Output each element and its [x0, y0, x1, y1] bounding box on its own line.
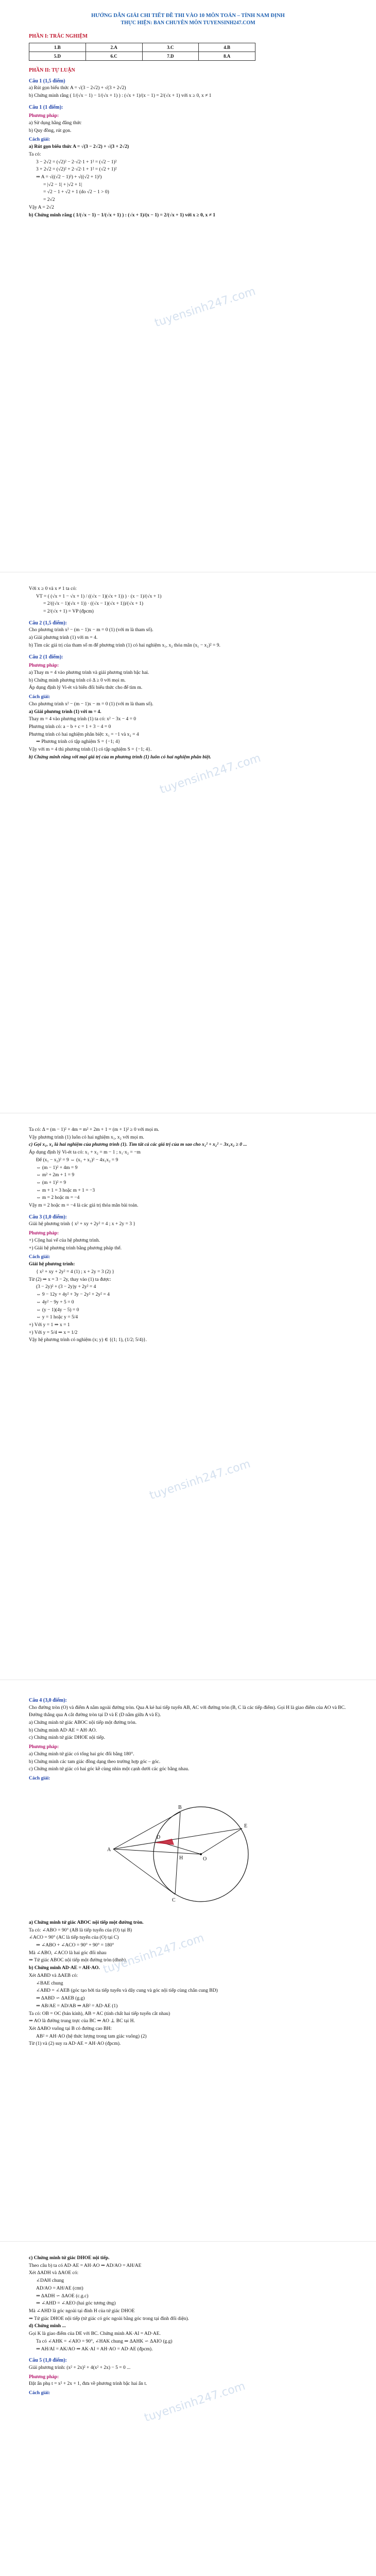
- question-2-title: Câu 2 (1,5 điểm):: [29, 620, 67, 626]
- solution-line: ⇒ Tứ giác ABOC nội tiếp một đường tròn (dhnb).: [29, 1958, 127, 1963]
- solution-4a: [29, 1919, 347, 2048]
- solution-line: ⇔ (y − 1)(4y − 5) = 0: [36, 1307, 79, 1313]
- solution-label: Cách giải:: [29, 694, 50, 700]
- watermark: tuyensinh247.com: [148, 1458, 252, 1502]
- method-line: b) Chứng minh các tam giác đồng dạng theo trường hợp góc – góc.: [29, 1759, 161, 1765]
- solution-1b-head: b) Chứng minh rằng ( 1/(√x − 1) − 1/(√x + 1) ) : (√x + 1)/(x − 1) = 2/(√x + 1) với x ≥ 0, x ≠ 1: [29, 212, 215, 218]
- solution-line: = √2 − 1 + √2 + 1 (do √2 − 1 > 0): [43, 190, 109, 195]
- solution-line: 3 − 2√2 = (√2)² − 2·√2·1 + 1² = (√2 − 1)²: [36, 159, 117, 165]
- label-c: C: [172, 1897, 176, 1903]
- method-label: Phương pháp:: [29, 1744, 59, 1750]
- solution-line: ⇒ ΔADH ∽ ΔAOE (c.g.c): [36, 2293, 89, 2299]
- solution-line: ⇒ A = √((√2 − 1)²) + √((√2 + 1)²): [36, 175, 102, 180]
- solution-line: 3 + 2√2 = (√2)² + 2·√2·1 + 1² = (√2 + 1)²: [36, 167, 117, 173]
- solution-2b: [29, 1126, 347, 1210]
- method-line: +) Cộng hai vế của hệ phương trình.: [29, 1238, 100, 1243]
- solution-line: b) Chứng minh AD·AE = AH·AO.: [29, 1965, 100, 1971]
- solution-line: ⇔ (m − 1)² + 4m = 9: [36, 1165, 78, 1171]
- solution-2a-head: a) Giải phương trình (1) với m = 4.: [29, 709, 101, 715]
- question-4-title: Câu 4 (3,0 điểm):: [29, 1698, 67, 1703]
- question-1-part-head: Câu 1 (1 điểm):: [29, 104, 63, 110]
- part1-heading-text: PHẦN I: TRẮC NGHIỆM: [29, 33, 88, 39]
- part2-heading: PHẦN II: TỰ LUẬN: [29, 67, 75, 73]
- solution-line: ⇒ AH/AI = AK/AO ⇒ AK·AI = AH·AO = AD·AE (đpcm).: [36, 2346, 153, 2352]
- solution-line: c) Chứng minh tứ giác DHOE nội tiếp.: [29, 2256, 110, 2261]
- label-o: O: [203, 1856, 207, 1862]
- method-line: a) Sử dụng hằng đẳng thức: [29, 120, 82, 126]
- solution-line: a) Chứng minh tứ giác ABOC nội tiếp một đường tròn.: [29, 1920, 144, 1925]
- solution-label: Cách giải:: [29, 1255, 50, 1260]
- method-line: a) Chứng minh tứ giác có tổng hai góc đối bằng 180°.: [29, 1751, 134, 1757]
- solution-line: Ta có ∠AHK = ∠AIO = 90°, ∠HAK chung ⇒ ΔAHK ∽ ΔAIO (g.g): [36, 2338, 173, 2344]
- solution-line: Vậy m = 2 hoặc m = −4 là các giá trị thỏa mãn bài toán.: [29, 1203, 139, 1209]
- solution-intro: Cho phương trình x² − (m − 1)x − m = 0 (1) (với m là tham số).: [29, 701, 153, 707]
- solution-line: Vậy với m = 4 thì phương trình (1) có tập nghiệm S = {−1; 4}.: [29, 747, 152, 753]
- solution-line: ⇒ Phương trình có tập nghiệm S = {−1; 4}: [36, 739, 121, 745]
- solution-line: Giải hệ phương trình:: [29, 1262, 75, 1267]
- method-line: Áp dụng định lý Vi-ét và biến đổi biểu thức cho để tìm m.: [29, 685, 143, 691]
- page-3: [0, 1113, 376, 1680]
- method-label: Phương pháp:: [29, 663, 59, 669]
- solution-line: Vậy hệ phương trình có nghiệm (x; y) ∈ {(1; 1), (1/2; 5/4)}.: [29, 1337, 147, 1343]
- solution-line: ⇔ 4y² − 9y + 5 = 0: [36, 1299, 74, 1305]
- solution-line: Với x ≥ 0 và x ≠ 1 ta có:: [29, 586, 77, 591]
- solution-line: VT = ( (√x + 1 − √x + 1) / ((√x − 1)(√x + 1)) ) · (x − 1)/(√x + 1): [36, 594, 162, 599]
- page-1: [0, 0, 376, 572]
- solution-line: Ta có:: [29, 151, 41, 157]
- question-5-title: Câu 5 (1,0 điểm):: [29, 2358, 67, 2364]
- answer-table: [29, 43, 255, 61]
- solution-1b: [29, 585, 347, 616]
- solution-line: ∠DAH chung: [36, 2278, 64, 2284]
- label-b: B: [178, 1804, 182, 1810]
- solution-line: = 2/((√x − 1)(√x + 1)) · ((√x − 1)(√x + 1))/(√x + 1): [43, 601, 144, 607]
- solution-line: Mà ∠ABO, ∠ACO là hai góc đối nhau: [29, 1950, 107, 1956]
- page-2: [0, 572, 376, 1113]
- solution-line: Ta có: ∠ABO = 90° (AB là tiếp tuyến của (O) tại B): [29, 1927, 132, 1933]
- solution-1a-head: a) Rút gọn biểu thức A = √(3 − 2√2) + √(3 + 2√2): [29, 144, 129, 150]
- label-h: H: [179, 1855, 183, 1861]
- watermark: tuyensinh247.com: [101, 1931, 206, 1976]
- solution-label: Cách giải:: [29, 137, 50, 143]
- solution-line: +) Với y = 5/4 ⇒ x = 1/2: [29, 1330, 78, 1335]
- question-1-title: Câu 1 (1,5 điểm): [29, 78, 65, 84]
- solution-line: Từ (1) và (2) suy ra AD·AE = AH·AO (đpcm).: [29, 2041, 121, 2047]
- geometry-figure: [103, 1787, 273, 1916]
- page-5: [0, 2241, 376, 2576]
- solution-line: Gọi K là giao điểm của DE với BC. Chứng minh AK·AI = AD·AE.: [29, 2331, 161, 2337]
- question-2-part-head: Câu 2 (1 điểm):: [29, 654, 63, 660]
- question-4-item: b) Chứng minh AD·AE = AH·AO.: [29, 1727, 97, 1733]
- solution-line: ∠BAE chung: [36, 1980, 63, 1986]
- method-line: Đặt ẩn phụ t = x² + 2x + 1, đưa về phương trình bậc hai ẩn t.: [29, 2381, 147, 2387]
- watermark: tuyensinh247.com: [153, 285, 258, 330]
- solution-line: Phương trình có: a − b + c = 1 + 3 − 4 = 0: [29, 724, 111, 730]
- solution-line: ⇒ ∠ABO + ∠ACO = 90° + 90° = 180°: [36, 1943, 114, 1948]
- solution-line: Ta có: Δ = (m − 1)² + 4m = m² + 2m + 1 = (m + 1)² ≥ 0 với mọi m.: [29, 1127, 159, 1132]
- answer-cell: 3.C: [142, 43, 199, 52]
- solution-line: ∠ABD = ∠AEB (góc tạo bởi tia tiếp tuyến và dây cung và góc nội tiếp cùng chắn cung BD): [36, 1988, 218, 1994]
- method-line: b) Quy đồng, rút gọn.: [29, 128, 72, 133]
- question-2a: a) Giải phương trình (1) với m = 4.: [29, 635, 98, 641]
- segment-oe: [201, 1828, 242, 1854]
- solution-line: ⇒ ΔABD ∽ ΔAEB (g.g): [36, 1996, 85, 2002]
- solution-label: Cách giải:: [29, 2391, 50, 2396]
- solution-line: Xét ΔABO vuông tại B có đường cao BH:: [29, 2026, 112, 2031]
- method-label: Phương pháp:: [29, 1231, 59, 1236]
- page-4: [0, 1680, 376, 2241]
- solution-label: Cách giải:: [29, 1776, 50, 1782]
- label-d: D: [157, 1834, 161, 1840]
- solution-line: ⇒ AO là đường trung trực của BC ⇒ AO ⊥ BC tại H.: [29, 2019, 135, 2024]
- solution-line: Từ (2) ⇒ x = 3 − 2y, thay vào (1) ta được:: [29, 1277, 111, 1282]
- solution-line: ⇔ 9 − 12y + 4y² + 3y − 2y² + 2y² = 4: [36, 1292, 110, 1298]
- method-line: a) Thay m = 4 vào phương trình và giải phương trình bậc hai.: [29, 670, 149, 675]
- method-line: +) Giải hệ phương trình bằng phương pháp thế.: [29, 1245, 122, 1251]
- point-o: [200, 1853, 202, 1855]
- question-1b: b) Chứng minh rằng ( 1/(√x − 1) − 1/(√x + 1) ) : (√x + 1)/(x − 1) = 2/(√x + 1) với x ≥ 0, x ≠ 1: [29, 93, 212, 98]
- solution-line: Ta có: OB = OC (bán kính), AB = AC (tính chất hai tiếp tuyến cắt nhau): [29, 2011, 170, 2016]
- answer-cell: 8.A: [199, 52, 255, 60]
- solution-line: ⇒ AB/AE = AD/AB ⇒ AB² = AD·AE (1): [36, 2003, 118, 2009]
- method-label: Phương pháp:: [29, 113, 59, 119]
- question-2-intro: Cho phương trình x² − (m − 1)x − m = 0 (1) (với m là tham số).: [29, 628, 153, 633]
- method-label: Phương pháp:: [29, 2374, 59, 2380]
- question-4-item: c) Chứng minh tứ giác DHOE nội tiếp.: [29, 1735, 106, 1741]
- answer-cell: 2.A: [86, 43, 142, 52]
- solution-line: ⇔ m + 1 = 3 hoặc m + 1 = −3: [36, 1188, 95, 1193]
- solution-2a: [29, 716, 347, 754]
- question-5-intro: Giải phương trình: (x² + 2x)² + 4(x² + 2x) − 5 = 0 ...: [29, 2365, 131, 2370]
- solution-line: Vậy phương trình (1) luôn có hai nghiệm x₁, x₂ với mọi m.: [29, 1134, 144, 1140]
- solution-line: Mà ∠AHD là góc ngoài tại đỉnh H của tứ giác DHOE: [29, 2309, 135, 2314]
- solution-line: Thay m = 4 vào phương trình (1) ta có: x² − 3x − 4 = 0: [29, 717, 136, 722]
- answer-cell: 6.C: [86, 52, 142, 60]
- circle-tangent-diagram: [103, 1787, 273, 1916]
- question-4-intro: Cho đường tròn (O) và điểm A nằm ngoài đường tròn. Qua A kẻ hai tiếp tuyến AB, AC với đường tròn (B, C là các tiếp điểm). Gọi H là giao điểm của AO và BC. Đường thẳng qua A cắt đường tròn tại D và E (D nằm giữa A và E).: [29, 1705, 346, 1718]
- solution-line: Áp dụng định lý Vi-ét ta có: x₁ + x₂ = m − 1 ; x₁·x₂ = −m: [29, 1150, 141, 1156]
- solution-2b-head: b) Chứng minh rằng với mọi giá trị của m phương trình (1) luôn có hai nghiệm phân biệt.: [29, 754, 211, 760]
- solution-line: (3 − 2y)² + (3 − 2y)y + 2y² = 4: [36, 1284, 96, 1290]
- question-1a: a) Rút gọn biểu thức A = √(3 − 2√2) + √(3 + 2√2): [29, 86, 126, 91]
- solution-line: = 2√2: [43, 197, 55, 203]
- solution-line: Theo câu b) ta có AD·AE = AH·AO ⇒ AD/AO = AH/AE: [29, 2263, 142, 2268]
- solution-line: ⇔ m² + 2m + 1 = 9: [36, 1173, 75, 1178]
- watermark: tuyensinh247.com: [158, 752, 263, 796]
- secant-ade: [113, 1828, 242, 1849]
- method-line: c) Chứng minh tứ giác có hai góc kề cùng nhìn một cạnh dưới các góc bằng nhau.: [29, 1767, 190, 1772]
- solution-3: [29, 1261, 347, 1344]
- tangent-ac: [113, 1849, 175, 1894]
- solution-line: Để (x₁ − x₂)² = 9 ⇔ (x₁ + x₂)² − 4x₁x₂ = 9: [36, 1157, 118, 1163]
- solution-line: d) Chứng minh ...: [29, 2324, 66, 2329]
- solution-line: Vậy A = 2√2: [29, 205, 54, 210]
- segment-ao: [113, 1849, 201, 1854]
- question-2b: b) Tìm các giá trị của tham số m để phương trình (1) có hai nghiệm x₁, x₂ thỏa mãn (x₁ − x₂)² = 9.: [29, 642, 220, 648]
- question-3-intro: Giải hệ phương trình { x² + xy + 2y² = 4 ; x + 2y = 3 }: [29, 1222, 135, 1227]
- document-title: HƯỚNG DẪN GIẢI CHI TIẾT ĐỀ THI VÀO 10 MÔN TOÁN – TỈNH NAM ĐỊNH: [91, 13, 285, 19]
- solution-line: AB² = AH·AO (hệ thức lượng trong tam giác vuông) (2): [36, 2033, 147, 2039]
- question-4-item: a) Chứng minh tứ giác ABOC nội tiếp một đường tròn.: [29, 1720, 137, 1725]
- label-a: A: [107, 1846, 111, 1853]
- solution-line: +) Với y = 1 ⇒ x = 1: [29, 1322, 70, 1328]
- solution-4c: [29, 2255, 347, 2353]
- solution-line: Phương trình có hai nghiệm phân biệt: x₁ = −1 và x₂ = 4: [29, 732, 139, 737]
- solution-line: ⇒ ∠AHD = ∠AEO (hai góc tương ứng): [36, 2301, 116, 2307]
- solution-line: Xét ΔABD và ΔAEB có:: [29, 1973, 78, 1978]
- solution-line: ⇔ m = 2 hoặc m = −4: [36, 1195, 80, 1201]
- answer-cell: 5.D: [29, 52, 86, 60]
- document-subtitle: THỰC HIỆN: BAN CHUYÊN MÔN TUYENSINH247.COM: [121, 20, 255, 26]
- answer-cell: 4.B: [199, 43, 255, 52]
- solution-line: = 2/(√x + 1) = VP (đpcm): [43, 609, 94, 615]
- watermark: tuyensinh247.com: [143, 2380, 247, 2425]
- solution-line: ∠ACO = 90° (AC là tiếp tuyến của (O) tại C): [29, 1935, 119, 1941]
- question-3-title: Câu 3 (1,0 điểm):: [29, 1214, 67, 1220]
- solution-line: = |√2 − 1| + |√2 + 1|: [43, 182, 82, 188]
- solution-line: ⇔ y = 1 hoặc y = 5/4: [36, 1315, 78, 1320]
- solution-line: c) Gọi x₁, x₂ là hai nghiệm của phương trình (1). Tìm tất cả các giá trị của m sao cho x₁² + x₂² − 3x₁x₂ ≥ 0 ...: [29, 1142, 247, 1148]
- answer-cell: 1.B: [29, 43, 86, 52]
- solution-line: ⇔ (m + 1)² = 9: [36, 1180, 66, 1186]
- solution-line: Xét ΔADH và ΔAOE có:: [29, 2270, 79, 2276]
- label-e: E: [244, 1823, 248, 1829]
- solution-line: ⇒ Tứ giác DHOE nội tiếp (tứ giác có góc ngoài bằng góc trong tại đỉnh đối diện).: [29, 2316, 189, 2321]
- answer-cell: 7.D: [142, 52, 199, 60]
- solution-line: AD/AO = AH/AE (cmt): [36, 2285, 83, 2291]
- method-line: b) Chứng minh phương trình có Δ ≥ 0 với mọi m.: [29, 677, 126, 683]
- solution-line: { x² + xy + 2y² = 4 (1) ; x + 2y = 3 (2) }: [36, 1269, 114, 1275]
- answer-row: [29, 52, 255, 60]
- answer-row: [29, 43, 255, 52]
- solution-1a: [29, 151, 347, 212]
